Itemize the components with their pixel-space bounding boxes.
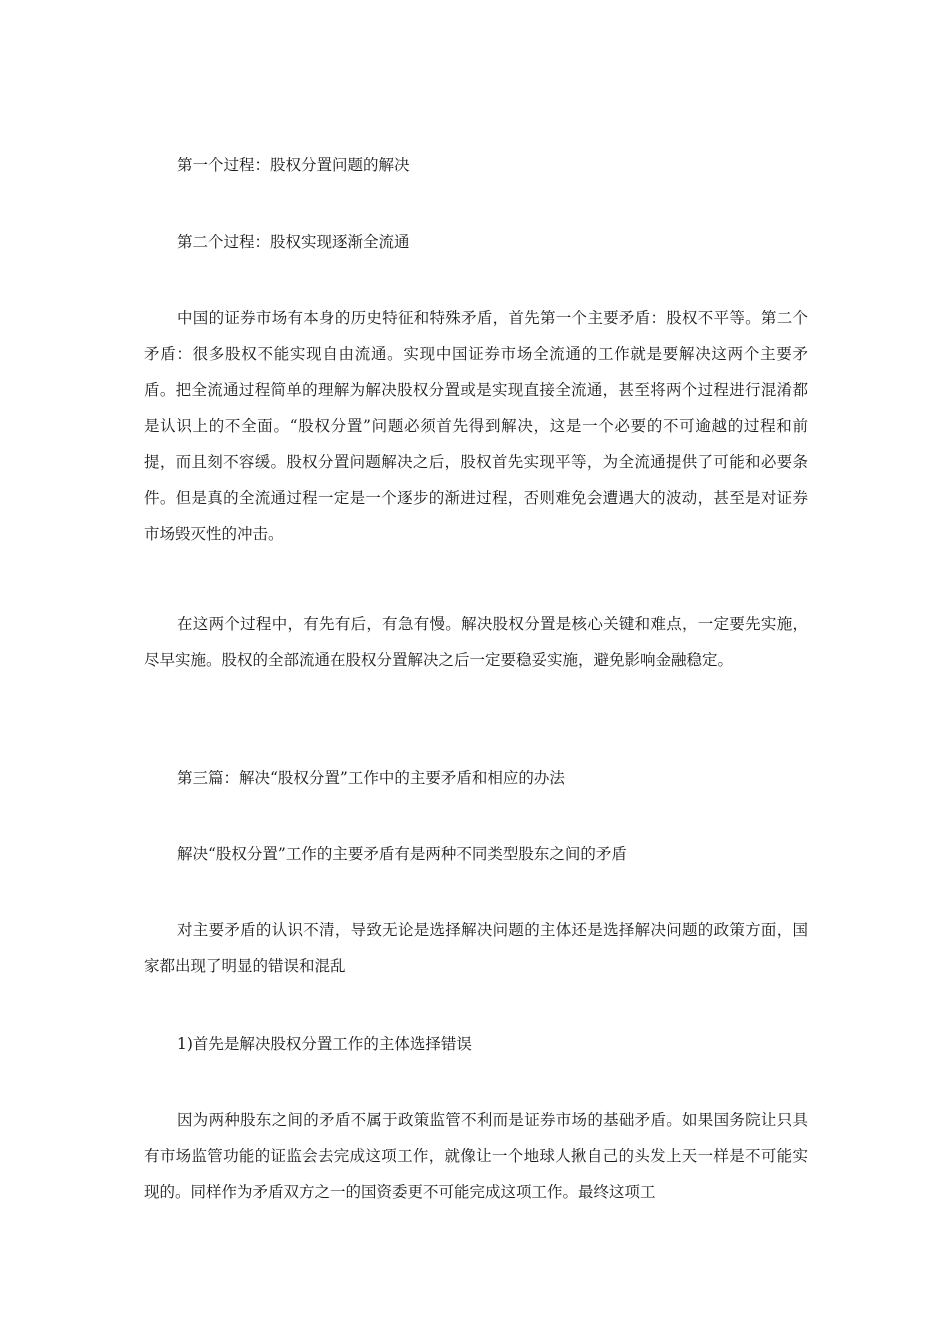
paragraph-unclear-understanding: 对主要矛盾的认识不清，导致无论是选择解决问题的主体还是选择解决问题的政策方面，国家都出现了明显的错误和混乱: [144, 921, 808, 975]
paragraph-subject-selection-error: 1)首先是解决股权分置工作的主体选择错误: [177, 1035, 472, 1053]
paragraph-process-one: 第一个过程：股权分置问题的解决: [177, 156, 410, 174]
paragraph-part-three-heading: 第三篇：解决“股权分置”工作中的主要矛盾和相应的办法: [177, 769, 565, 787]
paragraph-main-contradiction: 解决“股权分置”工作的主要矛盾有是两种不同类型股东之间的矛盾: [177, 845, 627, 863]
paragraph-market-contradictions: 中国的证券市场有本身的历史特征和特殊矛盾，首先第一个主要矛盾：股权不平等。第二个矛盾：很多股权不能实现自由流通。实现中国证券市场全流通的工作就是要解决这两个主要矛盾。把全流通过程简单的理解为解决股权分置或是实现直接全流通，甚至将两个过程进行混淆都是认识上的不全面。“股权分置”问题必须首先得到解决，这是一个必要的不可逾越的过程和前提，而且刻不容缓。股权分置问题解决之后，股权首先实现平等，为全流通提供了可能和必要条件。但是真的全流通过程一定是一个逐步的渐进过程，否则难免会遭遇大的波动，甚至是对证券市场毁灭性的冲击。: [144, 309, 808, 543]
paragraph-two-processes: 在这两个过程中，有先有后，有急有慢。解决股权分置是核心关键和难点，一定要先实施，尽早实施。股权的全部流通在股权分置解决之后一定要稳妥实施，避免影响金融稳定。: [144, 615, 808, 669]
paragraph-shareholder-contradiction: 因为两种股东之间的矛盾不属于政策监管不利而是证券市场的基础矛盾。如果国务院让只具有市场监管功能的证监会去完成这项工作，就像让一个地球人揪自己的头发上天一样是不可能实现的。同样作为矛盾双方之一的国资委更不可能完成这项工作。最终这项工: [144, 1111, 808, 1201]
paragraph-process-two: 第二个过程：股权实现逐渐全流通: [177, 233, 410, 251]
